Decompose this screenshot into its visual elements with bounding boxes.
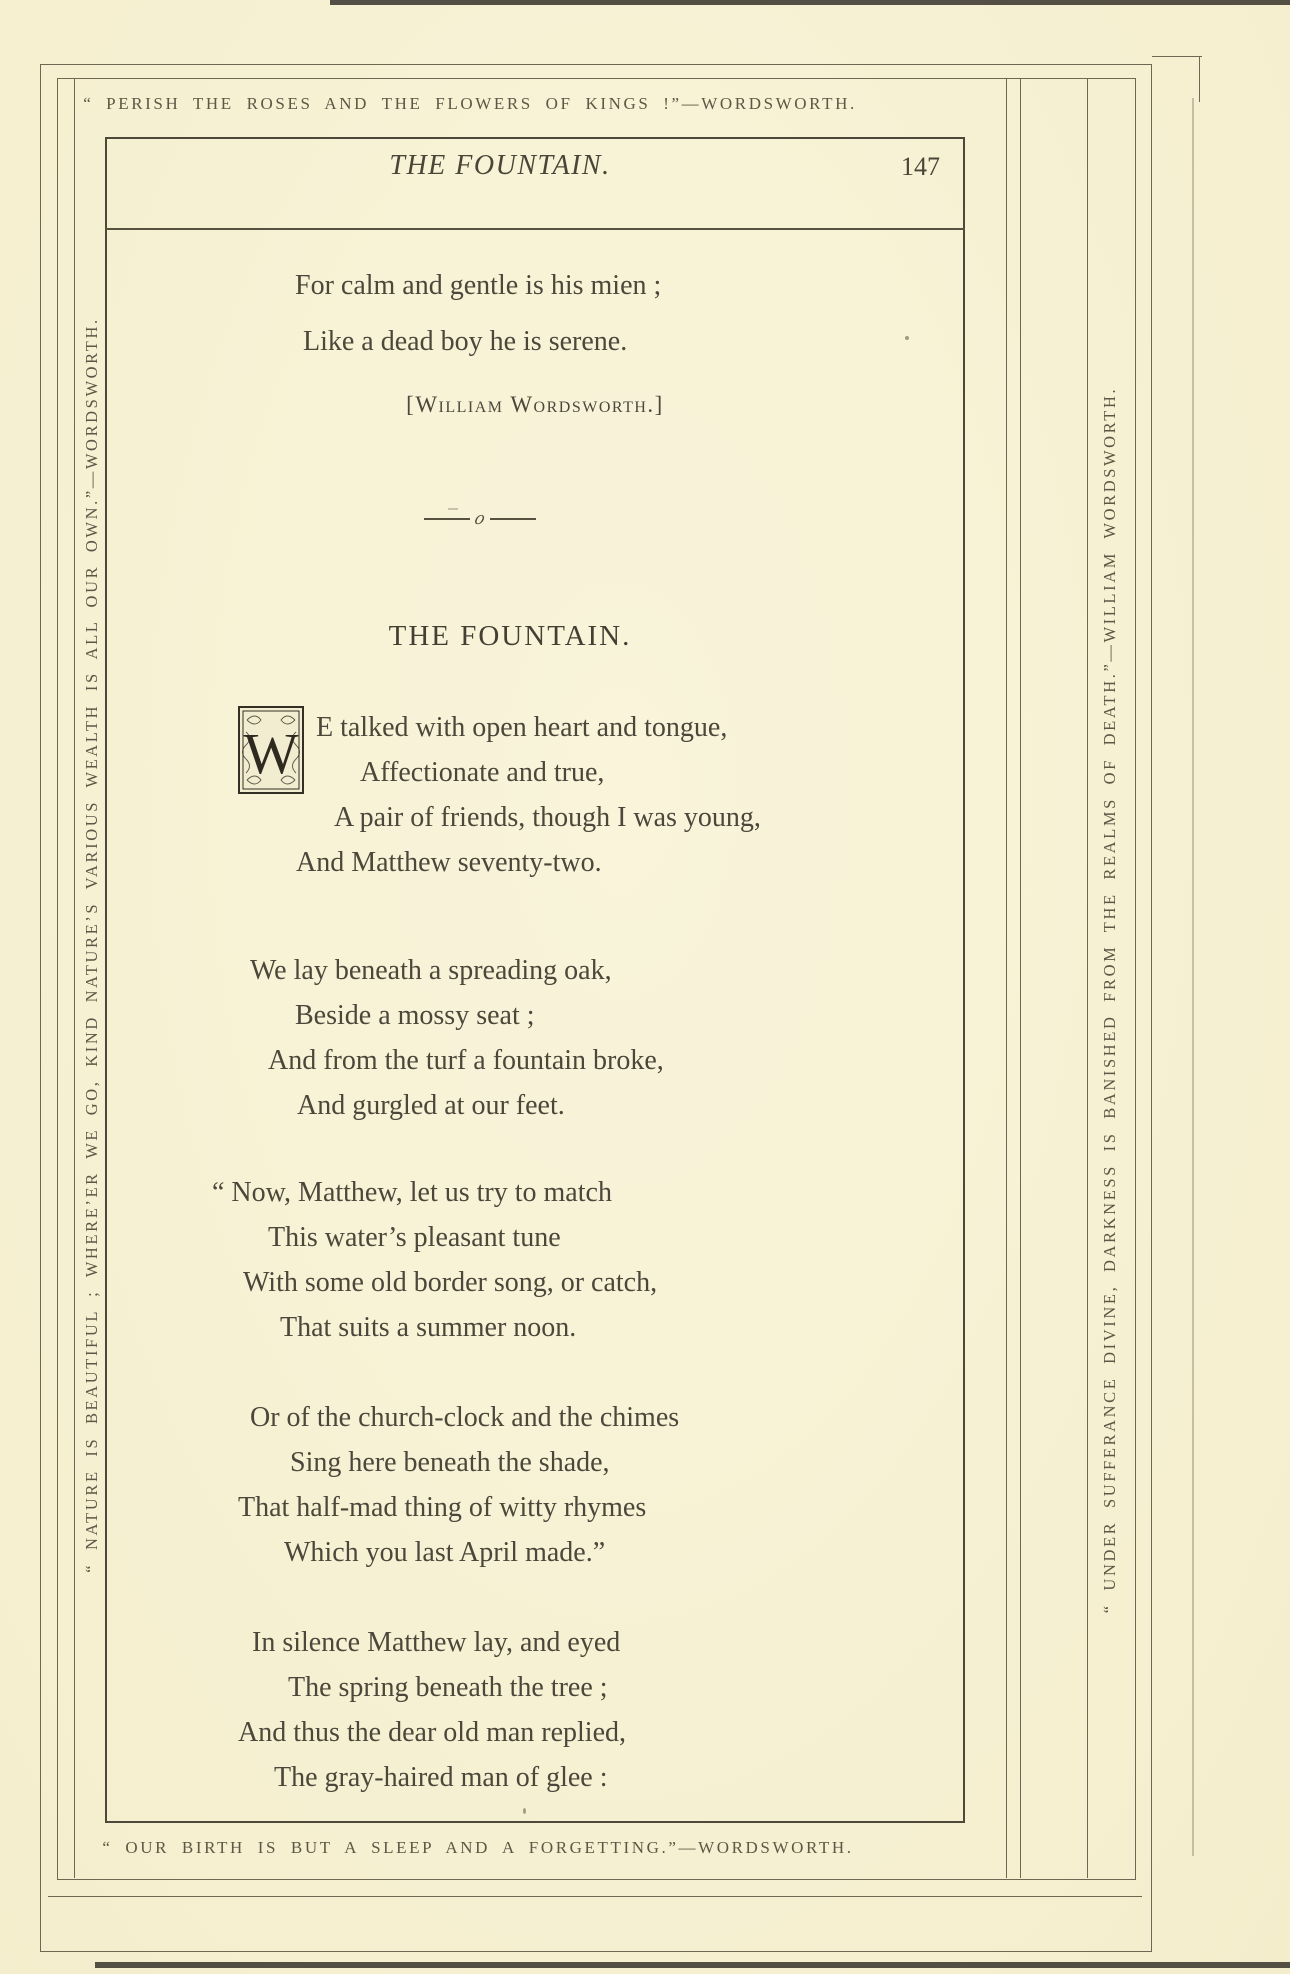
top-border-quote: “ PERISH THE ROSES AND THE FLOWERS OF KINGS !”—WORDSWORTH. [83,94,857,113]
poem-title: THE FOUNTAIN. [388,620,632,652]
drop-cap [238,706,304,794]
poem-line: And Matthew seventy-two. [296,847,602,878]
poem-line: E talked with open heart and tongue, [316,712,728,743]
left-border-quote: “ NATURE IS BEAUTIFUL ; WHERE’ER WE GO, KIND NATURE’S VARIOUS WEALTH IS ALL OUR OWN.”—WORDSWORTH. [82,317,101,1573]
poem-line: With some old border song, or catch, [243,1267,658,1298]
poem-line: “ Now, Matthew, let us try to match [212,1177,612,1208]
stanza [0,948,1290,1128]
poem-line: This water’s pleasant tune [268,1222,561,1253]
header-rule [105,228,965,230]
stanza [0,1620,1290,1800]
poem-line: The gray-haired man of glee : [274,1762,608,1793]
scan-corner-mark [1152,56,1202,57]
bottom-border-quote: “ OUR BIRTH IS BUT A SLEEP AND A FORGETTING.”—WORDSWORTH. [102,1838,854,1857]
scan-edge-bottom [95,1962,1290,1968]
right-border-quote: “ UNDER SUFFERANCE DIVINE, DARKNESS IS BANISHED FROM THE REALMS OF DEATH.”—WILLIAM WORDSWORTH. [1100,386,1119,1614]
poem-line: Which you last April made.” [284,1537,606,1568]
previous-poem-ending [0,258,1290,370]
poem-line: That half-mad thing of witty rhymes [238,1492,647,1523]
poem-line: Or of the church-clock and the chimes [250,1402,680,1433]
poem-line: The spring beneath the tree ; [288,1672,608,1703]
divider-ornament: o [472,508,488,529]
bottom-rule [48,1896,1142,1897]
poem-line: And gurgled at our feet. [297,1090,565,1121]
drop-cap-letter: W [243,721,299,786]
poem-line: That suits a summer noon. [280,1312,577,1343]
poem-line: And thus the dear old man replied, [238,1717,627,1748]
poem-line: We lay beneath a spreading oak, [250,955,612,986]
poem-line: And from the turf a fountain broke, [268,1045,664,1076]
divider-dash [424,518,470,520]
poem-line: In silence Matthew lay, and eyed [252,1627,621,1658]
stanza [0,1395,1290,1575]
poem-attribution: [William Wordsworth.] [406,392,664,417]
page-number: 147 [901,152,940,181]
scan-edge-top [330,0,1290,5]
running-title: THE FOUNTAIN. [389,150,611,181]
poem-line: A pair of friends, though I was young, [334,802,761,833]
stanza [0,1170,1290,1350]
poem-line: For calm and gentle is his mien ; [295,270,662,301]
poem-line: Like a dead boy he is serene. [303,326,628,357]
scan-corner-mark [1199,56,1200,102]
section-divider [380,508,580,529]
poem-line: Beside a mossy seat ; [295,1000,535,1031]
poem-line: Sing here beneath the shade, [290,1447,610,1478]
ink-speck [448,508,458,510]
divider-dash [490,518,536,520]
poem-line: Affectionate and true, [360,757,605,788]
